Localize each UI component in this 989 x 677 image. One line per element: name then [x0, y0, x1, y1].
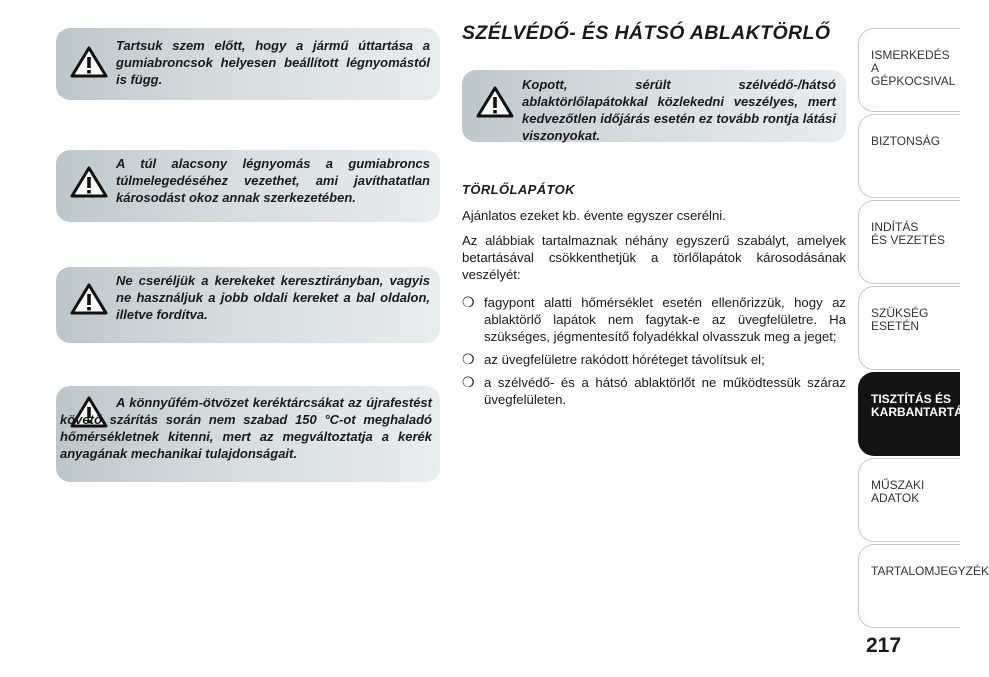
page-number: 217	[866, 634, 902, 657]
warning-triangle-icon	[70, 166, 108, 198]
tab-inditas[interactable]: INDÍTÁS ÉS VEZETÉS	[858, 200, 960, 284]
list-item	[462, 351, 846, 368]
warning-triangle-icon	[476, 86, 514, 118]
warning-box	[56, 386, 440, 482]
warning-box	[56, 267, 440, 343]
tab-biztonsag[interactable]: BIZTONSÁG	[858, 114, 960, 198]
tab-tartalom[interactable]: TARTALOMJEGYZÉK	[858, 544, 960, 628]
list-item-text: az üvegfelületre rakódott hóréteget távolítsuk el;	[484, 352, 765, 367]
tab-tisztitas[interactable]: TISZTÍTÁS ÉS KARBANTARTÁS	[858, 372, 960, 456]
warning-triangle-icon	[70, 46, 108, 78]
bullet-circle-icon: ❍	[462, 294, 475, 310]
list-item	[462, 294, 846, 345]
tab-szukseg[interactable]: SZÜKSÉG ESETÉN	[858, 286, 960, 370]
bullet-circle-icon: ❍	[462, 351, 475, 367]
bullet-list	[462, 294, 846, 414]
warning-text: Tartsuk szem előtt, hogy a jármű úttartása a gumiabroncsok helyesen beállított légnyomástól is függ.	[116, 38, 430, 87]
list-item-text: fagypont alatti hőmérséklet esetén ellenőrizzük, hogy az ablaktörlő lapátok nem fagytak-e az üvegfelületre. Ha szükséges, jégmentesítő folyadékkal olvasszuk meg a jeget;	[484, 295, 846, 344]
tab-ismerkedes[interactable]: ISMERKEDÉS A GÉPKOCSIVAL	[858, 28, 960, 112]
tab-muszaki[interactable]: MŰSZAKI ADATOK	[858, 458, 960, 542]
warning-triangle-icon	[70, 283, 108, 315]
paragraph: Ajánlatos ezeket kb. évente egyszer cserélni.	[462, 208, 726, 223]
warning-text: Ne cseréljük a kerekeket keresztirányban, vagyis ne használjuk a jobb oldali kereket a bal oldalon, illetve fordítva.	[116, 273, 430, 322]
warning-text: Kopott, sérült szélvédő-/hátsó ablaktörlőlapátokkal közlekedni veszélyes, mert kedvezőtlen időjárás esetén ez tovább rontja látási viszonyokat.	[522, 77, 836, 143]
subsection-title: TÖRLŐLAPÁTOK	[462, 182, 575, 197]
warning-box	[56, 28, 440, 100]
list-item	[462, 374, 846, 408]
paragraph: Az alábbiak tartalmaznak néhány egyszerű szabályt, amelyek betartásával csökkenthetjük a törlőlapátok károsodásának veszélyét:	[462, 233, 846, 282]
warning-text: A túl alacsony légnyomás a gumiabroncs túlmelegedéséhez vezethet, ami javíthatatlan károsodást okoz annak szerkezetében.	[116, 156, 430, 205]
list-item-text: a szélvédő- és a hátsó ablaktörlőt ne működtessük száraz üvegfelületen.	[484, 375, 846, 407]
section-title: SZÉLVÉDŐ- ÉS HÁTSÓ ABLAKTÖRLŐ	[462, 22, 831, 44]
bullet-circle-icon: ❍	[462, 374, 475, 390]
warning-box	[56, 150, 440, 222]
warning-box	[462, 70, 846, 142]
warning-text: A könnyűfém-ötvözet keréktárcsákat az újrafestést követő szárítás során nem szabad 150 °C-ot meghaladó hőmérsékletnek kitenni, mert az megváltoztatja a kerék anyagának mechanikai tulajdonságait.	[60, 395, 432, 461]
